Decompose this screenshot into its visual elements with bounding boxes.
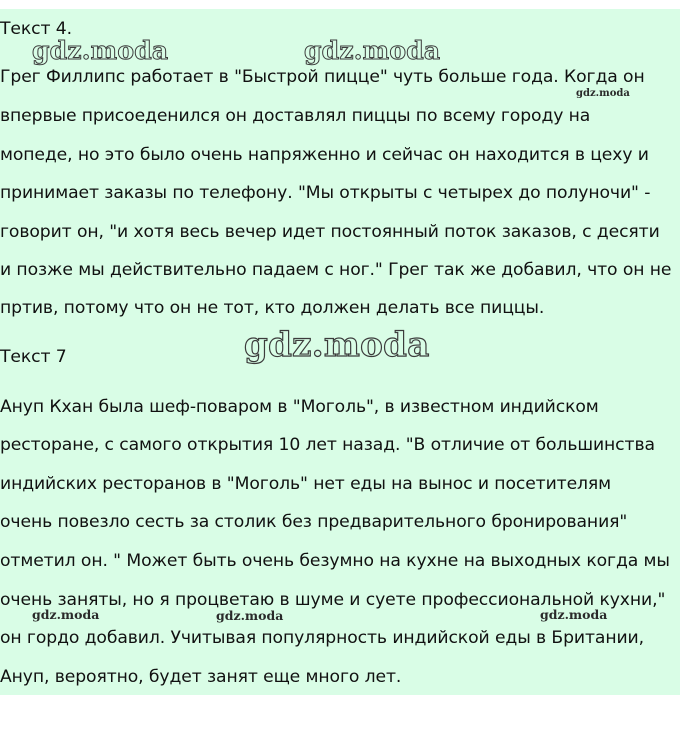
text-4-line: пртив, потому что он не тот, кто должен делать все пиццы. — [0, 298, 545, 318]
text-4-line: и позже мы действительно падаем с ног." Грег так же добавил, что он не — [0, 260, 672, 280]
heading-text-4: Текст 4. — [0, 19, 72, 39]
watermark: gdz.moda — [304, 36, 441, 65]
text-7-line: Ануп Кхан была шеф-поваром в "Моголь", в известном индийском — [0, 397, 599, 417]
text-7-line: он гордо добавил. Учитывая популярность индийской еды в Британии, — [0, 628, 644, 648]
text-7-line: очень заняты, но я процветаю в шуме и суете профессиональной кухни," — [0, 590, 666, 610]
watermark: gdz.moda — [244, 325, 430, 365]
text-7-line: отметил он. " Может быть очень безумно на кухне на выходных когда мы — [0, 551, 670, 571]
watermark: gdz.moda — [540, 607, 608, 622]
text-4-line: принимает заказы по телефону. "Мы открыты с четырех до полуночи" - — [0, 183, 651, 203]
text-7-line: индийских ресторанов в "Моголь" нет еды на вынос и посетителям — [0, 474, 612, 494]
text-7-line: Ануп, вероятно, будет занят еще много лет. — [0, 667, 402, 687]
text-4-line: Грег Филлипс работает в "Быстрой пицце" чуть больше года. Когда он — [0, 67, 645, 87]
text-4-line: говорит он, "и хотя весь вечер идет постоянный поток заказов, с десяти — [0, 222, 660, 242]
heading-text-7: Текст 7 — [0, 347, 67, 367]
text-4-line: впервые присоеденился он доставлял пиццы по всему городу на — [0, 106, 591, 126]
watermark: gdz.moda — [576, 88, 630, 99]
watermark: gdz.moda — [32, 607, 100, 622]
watermark: gdz.moda — [32, 36, 169, 65]
text-4-line: мопеде, но это было очень напряженно и сейчас он находится в цеху и — [0, 145, 649, 165]
watermark: gdz.moda — [216, 608, 284, 623]
text-7-line: ресторане, с самого открытия 10 лет назад. "В отличие от большинства — [0, 435, 655, 455]
text-7-line: очень повезло сесть за столик без предварительного бронирования" — [0, 512, 628, 532]
